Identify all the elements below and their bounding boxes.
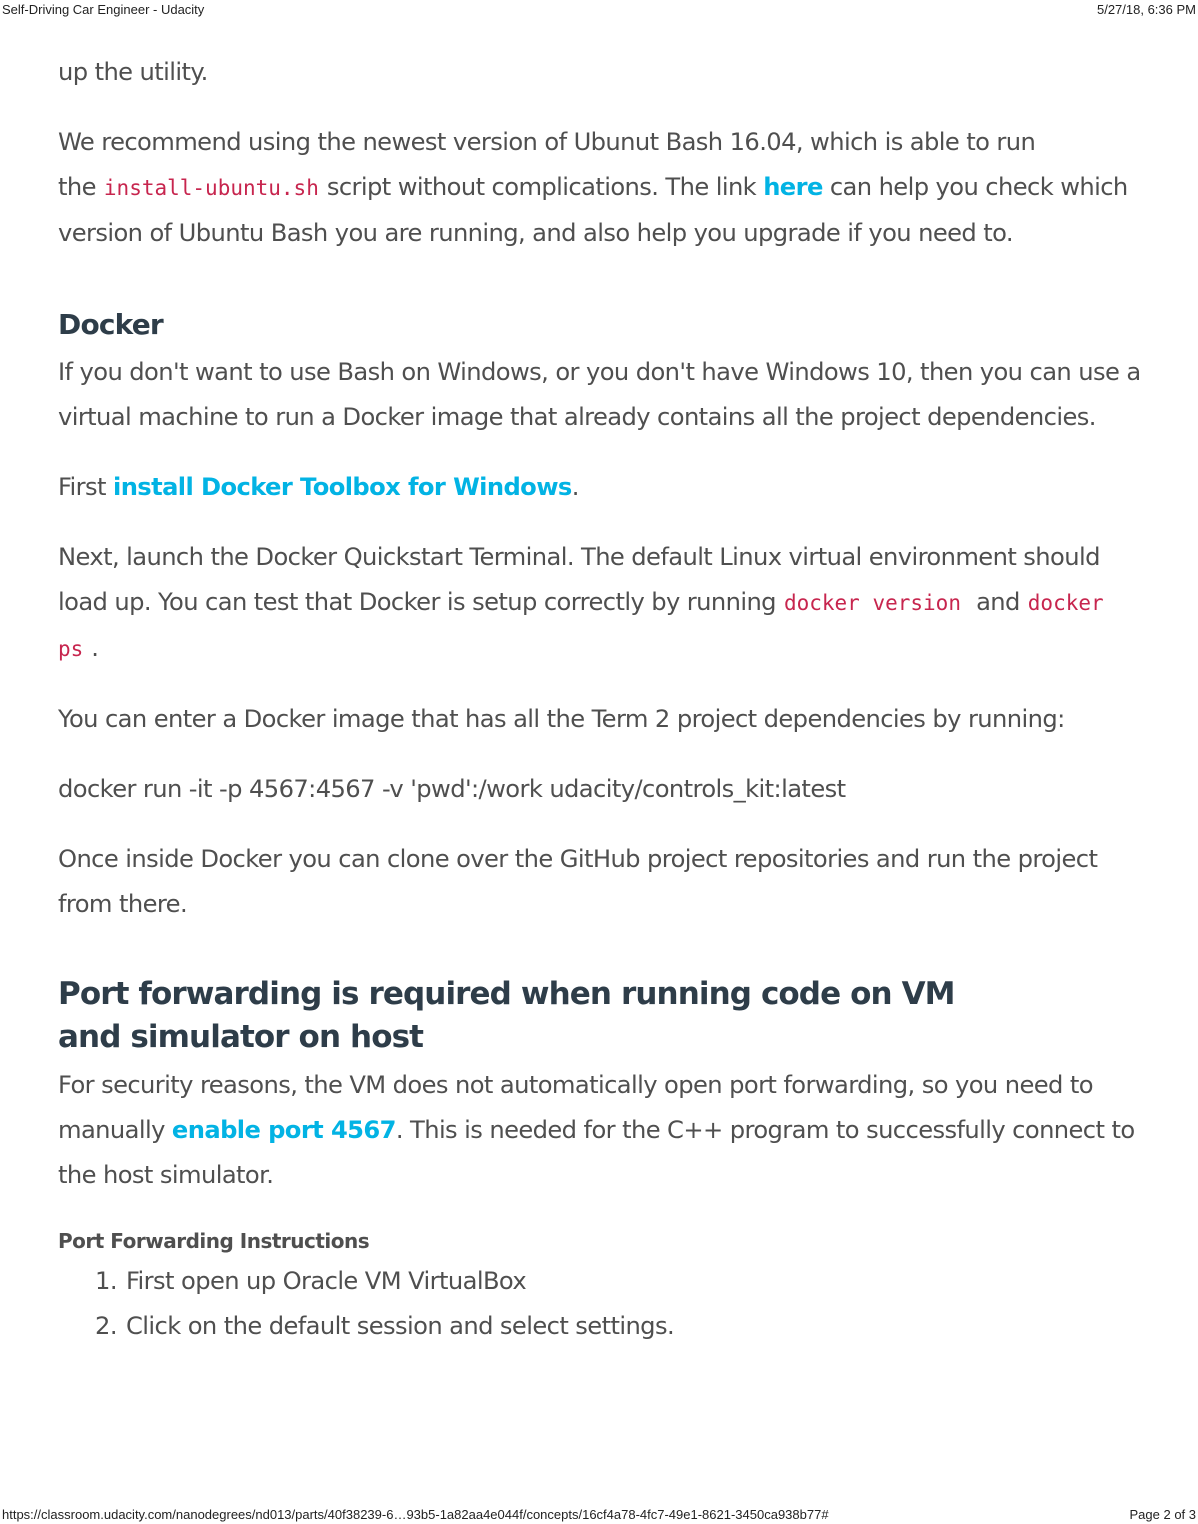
instructions-heading: Port Forwarding Instructions — [58, 1229, 370, 1253]
paragraph-quickstart: Next, launch the Docker Quickstart Terminal. The default Linux virtual environment should load up. You can test that Docker is setup correctly by running docker version and docker ps . — [58, 543, 1104, 662]
enable-port-link[interactable]: enable port 4567 — [171, 1116, 396, 1144]
lesson-content — [58, 50, 1148, 1349]
paragraph-utility: up the utility. — [58, 58, 208, 86]
list-item: 1. First open up Oracle VM VirtualBox — [124, 1259, 1148, 1304]
port-forwarding-heading: Port forwarding is required when running code on VM and simulator on host — [58, 976, 955, 1055]
inline-code-docker-ps: docker ps — [58, 591, 1104, 661]
paragraph-port-forwarding: For security reasons, the VM does not automatically open port forwarding, so you need to manually enable port 4567. This is needed for the C++ program to successfully connect to the host simulator. — [58, 1071, 1135, 1189]
install-docker-toolbox-link[interactable]: install Docker Toolbox for Windows — [113, 473, 572, 501]
inline-code-docker-version: docker version — [783, 591, 961, 615]
instructions-list — [58, 1259, 1148, 1349]
paragraph-install-docker: First install Docker Toolbox for Windows. — [58, 473, 579, 501]
print-header — [0, 0, 1198, 18]
paragraph-ubuntu-bash: We recommend using the newest version of Ubunut Bash 16.04, which is able to run the install-ubuntu.sh script without complications. The link here can help you check which version of Ubuntu Bash you are running, and also help you upgrade if you need to. — [58, 128, 1128, 247]
paragraph-enter-image: You can enter a Docker image that has all the Term 2 project dependencies by running: — [58, 705, 1065, 733]
print-page-title: Self-Driving Car Engineer - Udacity — [2, 1, 205, 17]
paragraph-docker-intro: If you don't want to use Bash on Windows, or you don't have Windows 10, then you can use a virtual machine to run a Docker image that already contains all the project dependencies. — [58, 358, 1141, 431]
print-page-number: Page 2 of 3 — [1129, 1506, 1196, 1522]
paragraph-clone-repos: Once inside Docker you can clone over the GitHub project repositories and run the project from there. — [58, 845, 1098, 918]
print-datetime: 5/27/18, 6:36 PM — [1096, 1, 1196, 17]
print-footer — [0, 1504, 1198, 1524]
here-link[interactable]: here — [763, 173, 823, 201]
print-url: https://classroom.udacity.com/nanodegrees/nd013/parts/40f38239-6…93b5-1a82aa4e044f/concepts/16cf4a78-4fc7-49e1-8621-3450ca938b77# — [2, 1506, 829, 1522]
docker-heading: Docker — [58, 308, 163, 341]
paragraph-docker-run-command: docker run -it -p 4567:4567 -v 'pwd':/work udacity/controls_kit:latest — [58, 775, 846, 803]
list-item: 2. Click on the default session and select settings. — [124, 1304, 1148, 1349]
inline-code-install-ubuntu: install-ubuntu.sh — [103, 176, 319, 200]
